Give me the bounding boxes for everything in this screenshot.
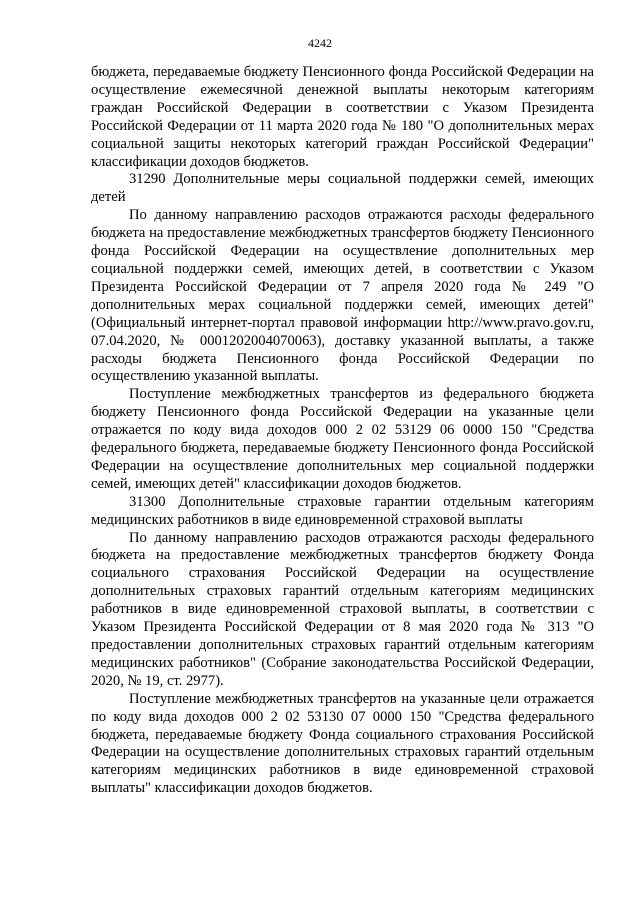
section-heading-31300: 31300 Дополнительные страховые гарантии отдельным категориям медицинских работников в виде единовременной страховой выплаты — [91, 493, 594, 528]
paragraph-31290-revenue: Поступление межбюджетных трансфертов из федерального бюджета бюджету Пенсионного фонда Российской Федерации на указанные цели отражается по коду вида доходов 000 2 02 53129 06 0000 150 "Средства федерального бюджета, передаваемые бюджету Пенсионного фонда Российской Федерации на осуществление дополнительных мер социальной поддержки семей, имеющих детей" классификации доходов бюджетов. — [91, 386, 594, 492]
page-number: 4242 — [308, 36, 332, 50]
section-heading-31290: 31290 Дополнительные меры социальной поддержки семей, имеющих детей — [91, 171, 594, 206]
document-body — [91, 64, 594, 798]
paragraph-31300-revenue: Поступление межбюджетных трансфертов на указанные цели отражается по коду вида доходов 000 2 02 53130 07 0000 150 "Средства федерального бюджета, передаваемые бюджету Фонда социального страхования Российской Федерации на осуществление дополнительных страховых гарантий отдельным категориям медицинских работников в виде единовременной страховой выплаты" классификации доходов бюджетов. — [91, 690, 594, 797]
paragraph-continuation: бюджета, передаваемые бюджету Пенсионного фонда Российской Федерации на осуществление ежемесячной денежной выплаты некоторым категориям граждан Российской Федерации в соответствии с Указом Президента Российской Федерации от 11 марта 2020 года № 180 "О дополнительных мерах социальной защиты некоторых категорий граждан Российской Федерации" классификации доходов бюджетов. — [91, 64, 594, 170]
paragraph-31300-expenses: По данному направлению расходов отражаются расходы федерального бюджета на предоставление межбюджетных трансфертов бюджету Фонда социального страхования Российской Федерации на осуществление дополнительных страховых гарантий отдельным категориям медицинских работников в виде единовременной страховой выплаты, в соответствии с Указом Президента Российской Федерации от 8 мая 2020 года № 313 "О предоставлении дополнительных страховых гарантий отдельным категориям медицинских работников" (Собрание законодательства Российской Федерации, 2020, № 19, ст. 2977). — [91, 529, 594, 689]
paragraph-31290-expenses: По данному направлению расходов отражаются расходы федерального бюджета на предоставление межбюджетных трансфертов бюджету Пенсионного фонда Российской Федерации на осуществление дополнительных мер социальной поддержки семей, имеющих детей, в соответствии с Указом Президента Российской Федерации от 7 апреля 2020 года № 249 "О дополнительных мерах социальной поддержки семей, имеющих детей" (Официальный интернет-портал правовой информации http://www.pravo.gov.ru, 07.04.2020, № 0001202004070063), доставку указанной выплаты, а также расходы бюджета Пенсионного фонда Российской Федерации по осуществлению указанной выплаты. — [91, 207, 594, 385]
